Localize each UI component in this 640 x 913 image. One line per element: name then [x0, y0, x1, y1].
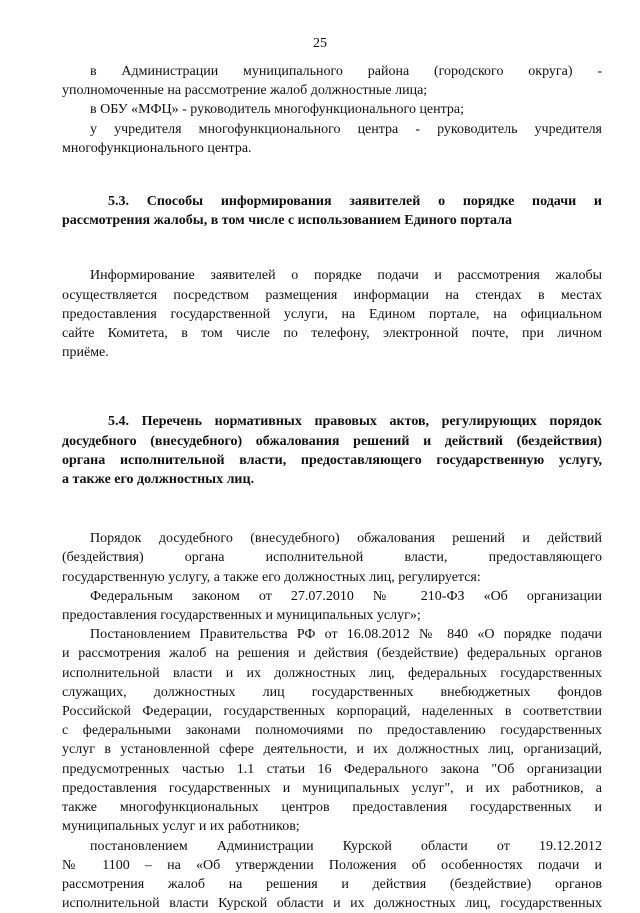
government-decree-line: Постановлением Правительства РФ от 16.08.2012 № 840 «О порядке подачи: [90, 627, 602, 643]
section-5-3-body-line: Информирование заявителей о порядке подачи и рассмотрения жалобы: [90, 268, 602, 284]
section-5-3-heading-line-2: рассмотрения жалобы, в том числе с использованием Единого портала: [62, 213, 512, 229]
section-5-4-intro-line: Порядок досудебного (внесудебного) обжалования решений и действий: [90, 531, 602, 547]
section-5-4-heading-line: досудебного (внесудебного) обжалования решений и действий (бездействия): [62, 433, 602, 449]
document-body: [62, 62, 602, 913]
regional-decree-line: рассмотрения жалоб на решения и действия (бездействие) органов: [62, 876, 602, 892]
paragraph-mfc: в ОБУ «МФЦ» - руководитель многофункционального центра;: [90, 102, 465, 118]
paragraph-founder-cont: многофункционального центра.: [62, 140, 252, 156]
government-decree-line: служащих, должностных лиц государственных внебюджетных фондов: [62, 684, 602, 700]
government-decree-line: предусмотренных частью 1.1 статьи 16 Федерального закона "Об организации: [62, 761, 602, 777]
government-decree-line: услуг в установленной сфере деятельности, и их должностных лиц, организаций,: [62, 742, 602, 758]
regional-decree-line: № 1100 – на «Об утверждении Положения об особенностях подачи и: [62, 857, 602, 873]
federal-law-line: предоставления государственных и муниципальных услуг»;: [62, 608, 421, 624]
regional-decree-line: исполнительной власти Курской области и их должностных лиц, государственных: [62, 896, 602, 912]
paragraph-administration-line: в Администрации муниципального района (городского округа) -: [90, 64, 602, 79]
government-decree-line: муниципальных услуг и их работников;: [62, 819, 300, 835]
paragraph-administration-cont: уполномоченные на рассмотрение жалоб должностные лица;: [62, 83, 428, 99]
section-5-3-body-line: осуществляется посредством размещения информации на стендах в местах: [62, 287, 602, 303]
government-decree-line: также многофункциональных центров предоставления государственных и: [62, 800, 602, 816]
government-decree-line: Российской Федерации, государственных корпораций, наделенных в соответствии: [62, 704, 602, 720]
government-decree-line: предоставления государственных и муниципальных услуг", и их работников, а: [62, 780, 602, 796]
section-5-3-body-line: сайте Комитета, в том числе по телефону, электронной почте, при личном: [62, 326, 602, 342]
government-decree-line: с федеральными законами полномочиями по предоставлению государственных: [62, 723, 602, 739]
government-decree-line: исполнительной власти и их должностных лиц, федеральных государственных: [62, 665, 602, 681]
paragraph-founder-line: у учредителя многофункционального центра - руководитель учредителя: [90, 121, 602, 137]
section-5-4-intro-line: государственную услугу, а также его должностных лиц, регулируется:: [62, 569, 481, 585]
page-number: 25: [313, 36, 327, 51]
section-5-4-heading-line: 5.4. Перечень нормативных правовых актов, регулирующих порядок: [108, 414, 602, 430]
section-5-4-intro-line: (бездействия) органа исполнительной власти, предоставляющего: [62, 550, 602, 566]
federal-law-line: Федеральным законом от 27.07.2010 № 210-ФЗ «Об организации: [90, 588, 602, 604]
section-5-3-body-line: приёме.: [62, 345, 109, 361]
section-5-3-body-line: предоставления государственной услуги, на Едином портале, на официальном: [62, 306, 602, 322]
section-5-3-heading-line-1: 5.3. Способы информирования заявителей о порядке подачи и: [108, 194, 602, 210]
regional-decree-line: постановлением Администрации Курской области от 19.12.2012: [90, 838, 602, 854]
government-decree-line: и рассмотрения жалоб на решения и действия (бездействие) федеральных органов: [62, 646, 602, 662]
section-5-4-heading-line: а также его должностных лиц.: [62, 472, 255, 488]
section-5-4-heading-line: органа исполнительной власти, предоставляющего государственную услугу,: [62, 452, 602, 468]
